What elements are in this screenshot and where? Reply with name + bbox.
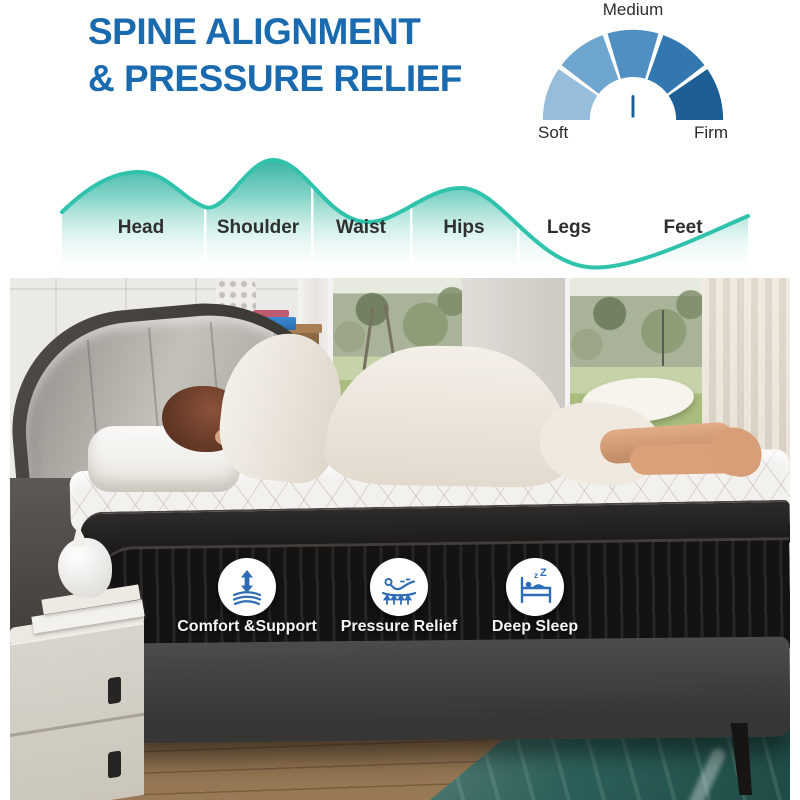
gauge-firm-label: Firm [694, 123, 728, 142]
firmness-gauge [535, 22, 731, 125]
title-line-2: & PRESSURE RELIEF [88, 58, 462, 99]
drawer-seam [10, 713, 144, 737]
feature-pressure-relief [370, 558, 428, 616]
feature-label-pressure: Pressure Relief [340, 618, 458, 635]
zone-label-head: Head [117, 217, 165, 238]
pressure-relief-icon [379, 567, 419, 607]
sleep-bed-icon [515, 567, 555, 607]
support-zone-wave [55, 150, 755, 278]
drawer-handle [108, 750, 121, 778]
golf-flag-pole [662, 310, 664, 366]
zone-label-legs: Legs [546, 217, 592, 238]
zone-label-feet: Feet [663, 217, 703, 238]
wall-rail-line [10, 288, 300, 290]
zone-label-hips: Hips [443, 217, 485, 238]
drawer-handle [108, 676, 121, 704]
support-arrows-icon [227, 567, 267, 607]
svg-text:Z: Z [540, 567, 547, 579]
feature-comfort-support [218, 558, 276, 616]
bird-sculpture [58, 538, 112, 598]
feature-label-comfort: Comfort &Support [177, 618, 317, 635]
zone-label-waist: Waist [336, 217, 386, 238]
feature-label-sleep: Deep Sleep [491, 618, 579, 635]
feature-deep-sleep [506, 558, 564, 616]
gauge-medium-label: Medium [602, 0, 664, 19]
title-line-1: SPINE ALIGNMENT [88, 11, 421, 52]
bedroom-photo [10, 278, 790, 800]
gauge-soft-label: Soft [538, 123, 569, 142]
zone-label-shoulder: Shoulder [216, 217, 300, 238]
svg-text:z: z [534, 571, 538, 580]
page-title [88, 8, 462, 102]
wave-fill [62, 160, 748, 278]
bed-base [127, 637, 790, 744]
nightstand [10, 623, 144, 800]
